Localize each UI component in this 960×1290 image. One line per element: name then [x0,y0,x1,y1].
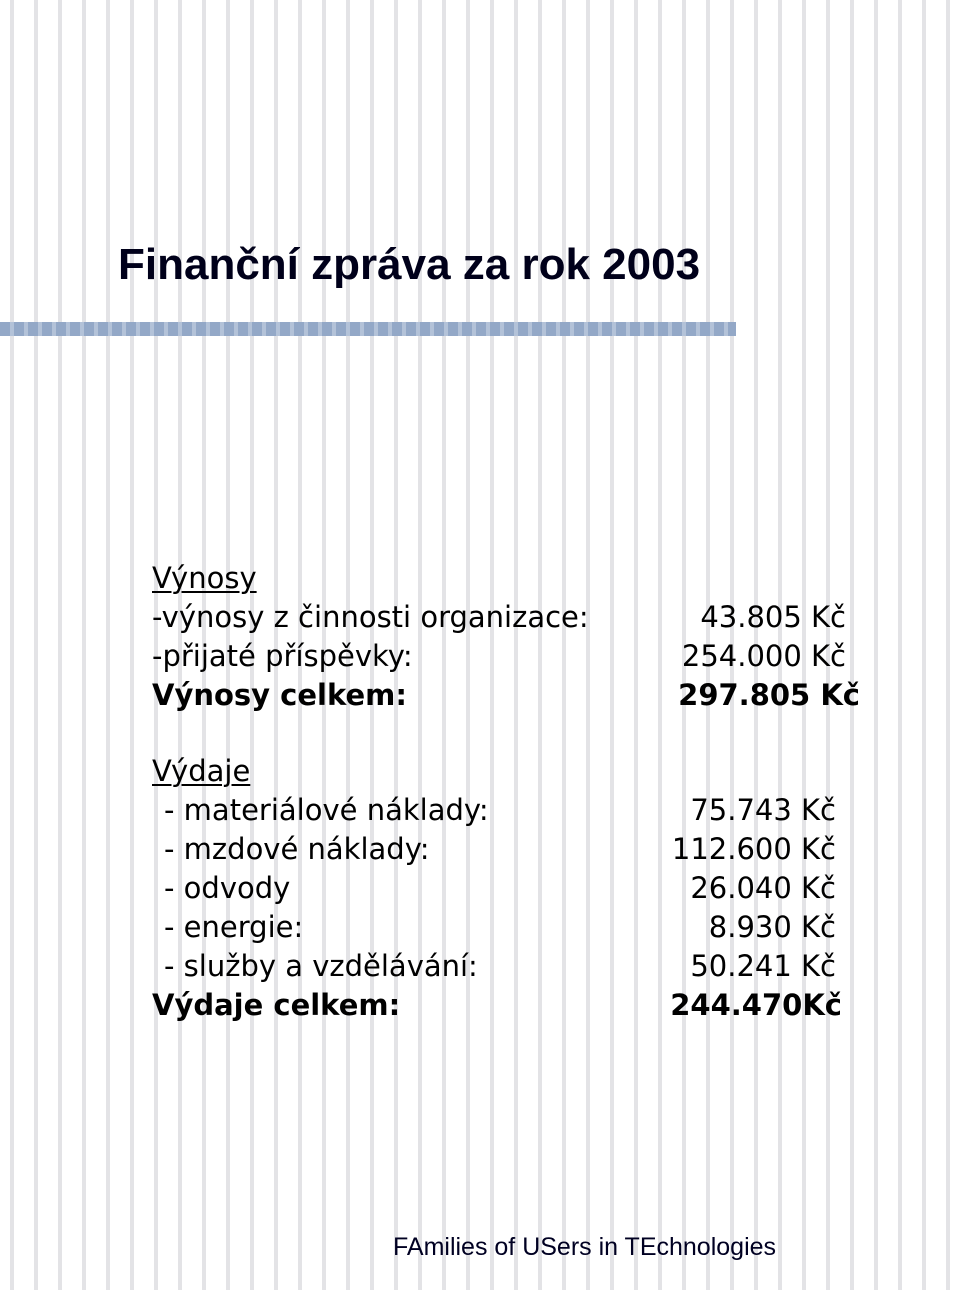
expenses-total-label: Výdaje celkem: [152,988,401,1022]
expense-label: - mzdové náklady: [164,832,430,866]
expense-amount: 26.040 Kč [690,871,836,905]
expense-amount: 112.600 Kč [671,832,836,866]
expenses-total-amount: 244.470Kč [670,988,842,1022]
expense-label: - materiálové náklady: [164,793,489,827]
revenue-amount: 254.000 Kč [681,639,846,673]
revenue-amount: 43.805 Kč [700,600,846,634]
revenue-heading: Výnosy [152,561,257,595]
revenue-label: -výnosy z činnosti organizace: [152,600,589,634]
revenue-total-label: Výnosy celkem: [152,678,407,712]
title-divider [0,322,736,336]
revenue-label: -přijaté příspěvky: [152,639,413,673]
expenses-heading: Výdaje [152,754,251,788]
slide-footer: FAmilies of USers in TEchnologies [393,1233,777,1261]
slide-title: Finanční zpráva za rok 2003 [118,240,701,289]
expense-amount: 75.743 Kč [690,793,836,827]
expense-amount: 50.241 Kč [690,949,836,983]
expense-label: - služby a vzdělávání: [164,949,478,983]
expense-label: - energie: [164,910,304,944]
expense-amount: 8.930 Kč [708,910,836,944]
expense-label: - odvody [164,871,291,905]
revenue-total-amount: 297.805 Kč [678,678,860,712]
